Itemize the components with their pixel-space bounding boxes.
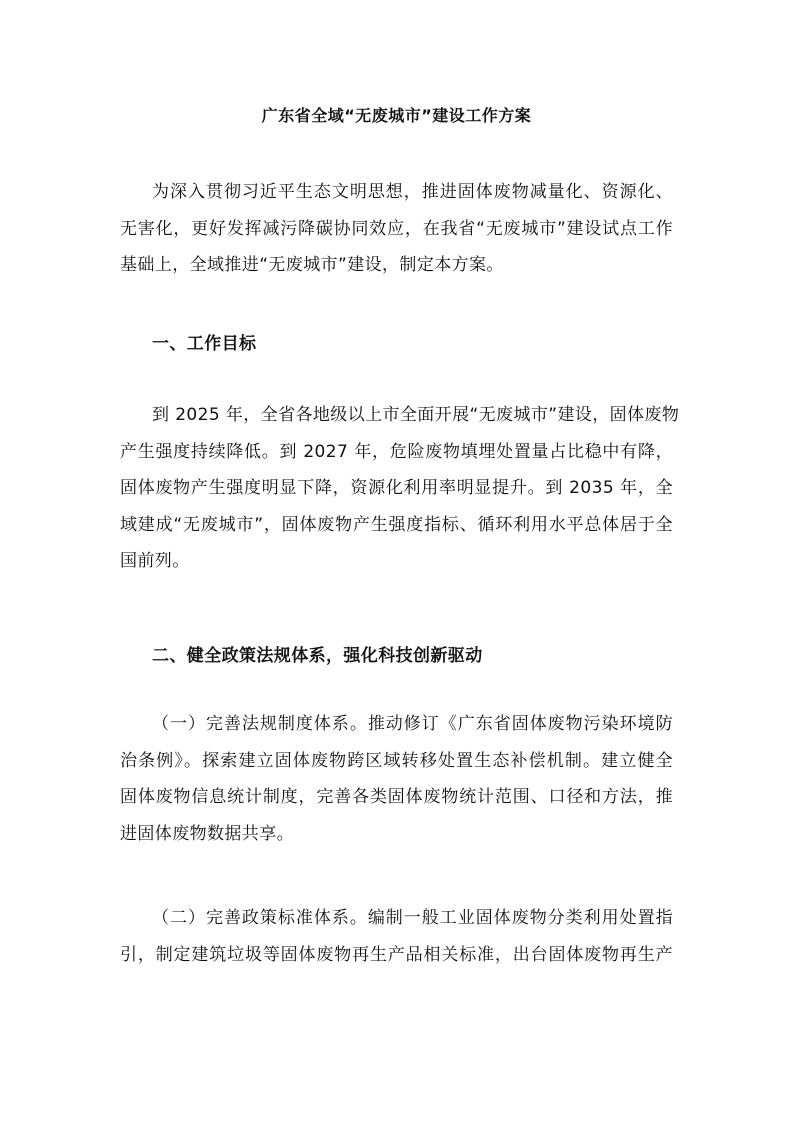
- paragraph-line: 固体废物产生强度明显下降，资源化利用率明显提升。到 2035 年，全: [120, 478, 673, 498]
- section-heading-policy: 二、健全政策法规体系，强化科技创新驱动: [152, 646, 483, 666]
- item-two-paragraph: [120, 900, 673, 973]
- intro-paragraph: [120, 174, 673, 284]
- paragraph-line: 到 2025 年，全省各地级以上市全面开展“无废城市”建设，固体废物: [152, 405, 680, 425]
- paragraph-line: 无害化，更好发挥减污降碳协同效应，在我省“无废城市”建设试点工作: [120, 218, 673, 239]
- paragraph-line: 治条例》。探索建立固体废物跨区域转移处置生态补偿机制。建立健全: [120, 750, 673, 771]
- paragraph-line: 引，制定建筑垃圾等固体废物再生产品相关标准，出台固体废物再生产: [120, 944, 673, 965]
- paragraph-line: （二）完善政策标准体系。编制一般工业固体废物分类利用处置指: [152, 908, 673, 928]
- paragraph-line: 域建成“无废城市”，固体废物产生强度指标、循环利用水平总体居于全: [120, 514, 673, 535]
- paragraph-line: 为深入贯彻习近平生态文明思想，推进固体废物减量化、资源化、: [152, 182, 673, 202]
- item-one-paragraph: [120, 706, 673, 852]
- document-title: 广东省全域“无废城市”建设工作方案: [261, 106, 532, 125]
- paragraph-line: 固体废物信息统计制度，完善各类固体废物统计范围、口径和方法，推: [120, 787, 673, 807]
- goals-paragraph: [120, 397, 680, 580]
- paragraph-line: 进固体废物数据共享。: [120, 823, 294, 844]
- paragraph-line: 国前列。: [120, 551, 190, 571]
- paragraph-line: 基础上，全域推进“无废城市”建设，制定本方案。: [120, 255, 504, 275]
- paragraph-line: 产生强度持续降低。到 2027 年，危险废物填埋处置量占比稳中有降，: [120, 441, 673, 462]
- paragraph-line: （一）完善法规制度体系。推动修订《广东省固体废物污染环境防: [152, 714, 673, 734]
- section-heading-goals: 一、工作目标: [152, 334, 257, 354]
